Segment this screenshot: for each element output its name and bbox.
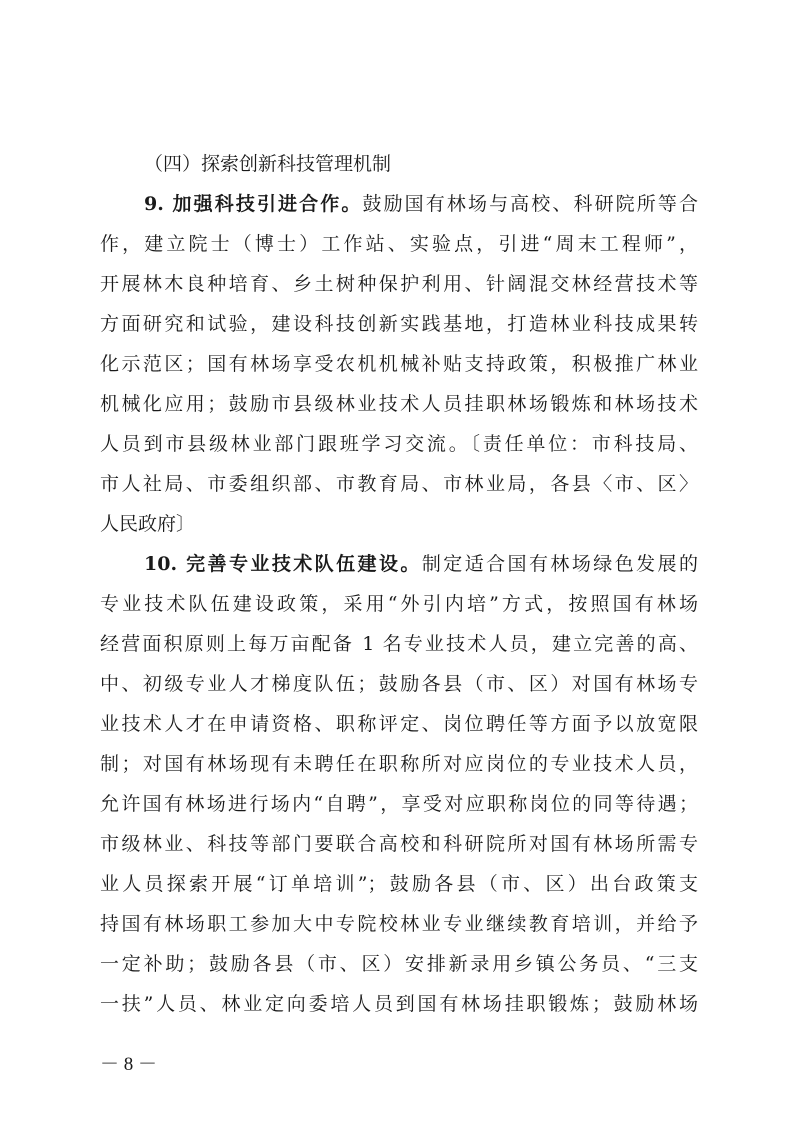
item10-line-3: 中、初级专业人才梯度队伍；鼓励各县（市、区）对国有林场专 [100,673,698,695]
item10-line-9: 持国有林场职工参加大中专院校林业专业继续教育培训，并给予 [100,913,698,935]
item10-line-7: 市级林业、科技等部门要联合高校和科研院所对国有林场所需专 [100,833,698,855]
item9-line-0: 鼓励国有林场与高校、科研院所等合 [362,193,698,215]
item9-first-line [144,184,698,224]
item9-line-7: 市人社局、市委组织部、市教育局、市林业局，各县〈市、区〉 [100,473,698,495]
item10-line-5: 制；对国有林场现有未聘任在职称所对应岗位的专业技术人员， [100,753,698,775]
item9-line-5: 机械化应用；鼓励市县级林业技术人员挂职林场锻炼和林场技术 [100,393,698,415]
item10-line-4: 业技术人才在申请资格、职称评定、岗位聘任等方面予以放宽限 [100,713,698,735]
item10-line-2: 经营面积原则上每万亩配备 1 名专业技术人员，建立完善的高、 [100,633,698,655]
item9-title: 9. 加强科技引进合作。 [144,193,363,215]
item9-line-8: 人民政府〕 [100,513,196,535]
item9-line-2: 开展林木良种培育、乡土树种保护利用、针阔混交林经营技术等 [100,273,698,295]
item9-line-3: 方面研究和试验，建设科技创新实践基地，打造林业科技成果转 [100,313,698,335]
item9-line-1: 作，建立院士（博士）工作站、实验点，引进“周末工程师”， [100,233,698,255]
item10-title: 10. 完善专业技术队伍建设。 [144,553,422,575]
item10-line-0: 制定适合国有林场绿色发展的 [421,553,698,575]
item10-line-11: 一扶”人员、林业定向委培人员到国有林场挂职锻炼；鼓励林场 [100,993,698,1015]
item10-line-8: 业人员探索开展“订单培训”；鼓励各县（市、区）出台政策支 [100,873,698,895]
item10-line-10: 一定补助；鼓励各县（市、区）安排新录用乡镇公务员、“三支 [100,953,698,975]
section-heading: （四）探索创新科技管理机制 [144,153,392,175]
item10-line-6: 允许国有林场进行场内“自聘”，享受对应职称岗位的同等待遇； [100,793,698,815]
item9-line-4: 化示范区；国有林场享受农机机械补贴支持政策，积极推广林业 [100,353,698,375]
item10-line-1: 专业技术队伍建设政策，采用“外引内培”方式，按照国有林场 [100,593,698,615]
item9-line-6: 人员到市县级林业部门跟班学习交流。〔责任单位：市科技局、 [100,433,698,455]
item10-first-line [144,544,698,584]
page-number: － 8 － [100,1054,158,1075]
